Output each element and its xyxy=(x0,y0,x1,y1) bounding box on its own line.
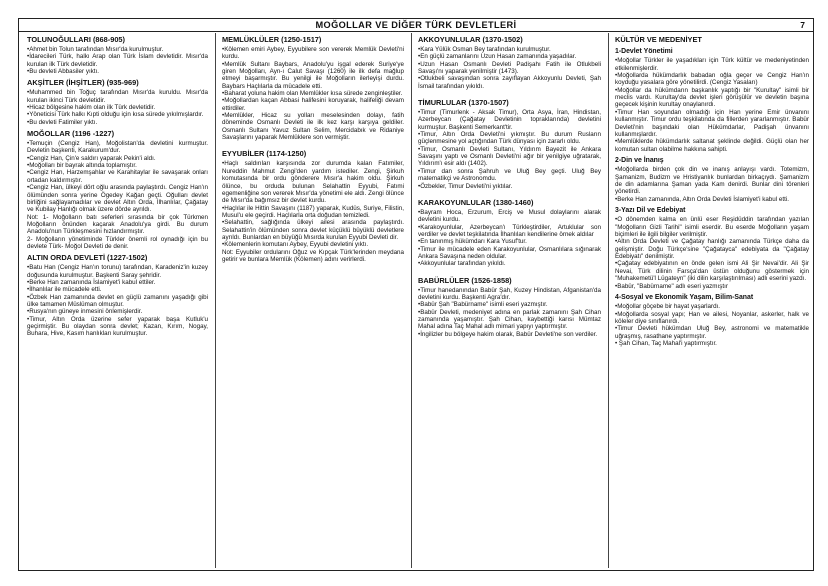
text-note: 2- Moğolların yönetiminde Türkler önemli rol oynadığı için bu devlete Türk- Moğol Devleti de denir. xyxy=(27,235,208,250)
worksheet-page xyxy=(18,18,814,571)
column-divider xyxy=(411,33,412,568)
text-paragraph: •En tanınmış hükümdarı Kara Yusuf'tur. xyxy=(418,238,527,246)
text-paragraph: •Timur, Altın Orda Devleti'ni yıkmıştır. Bu durum Rusların güçlenmesine yol açtığından Türk dünyası için zararlı oldu. xyxy=(418,131,601,146)
text-paragraph: •Kara Yülük Osman Bey tarafından kurulmuştur. xyxy=(418,46,551,53)
section-title-karakoyunlular: KARAKOYUNLULAR (1380-1460) xyxy=(418,197,534,207)
section-title-eyyubiler: EYYUBİLER (1174-1250) xyxy=(222,149,307,159)
text-paragraph: •Otlukbeli savaşından sonra zayıflayan Akkoyunlu Devleti, Şah İsmail tarafından yıkıldı. xyxy=(418,75,601,90)
text-paragraph: •Hicaz bölgesine hakim olan ilk Türk devletidir. xyxy=(27,104,156,112)
text-paragraph: •Moğollarda sosyal yapı; Han ve ailesi, Noyanlar, askerler, halk ve köleler diye sınıflanırdı. xyxy=(615,310,809,325)
text-paragraph: •En güçlü zamanlarını Uzun Hasan zamanında yaşadılar. xyxy=(418,53,577,61)
section-title-timurlular: TİMURLULAR (1370-1507) xyxy=(418,98,509,108)
text-paragraph: •Kölemenlerin komutanı Aybey, Eyyubi devletini yıktı. xyxy=(222,241,369,249)
subsection-title-din: 2-Din ve İnanış xyxy=(615,156,664,164)
column-4 xyxy=(611,35,813,567)
text-paragraph: •Baharat yoluna hakim olan Memlükler kısa sürede zenginleştiler. xyxy=(222,90,403,98)
text-paragraph: •Berke Han zamanında, Altın Orda Devleti İslamiyet'i kabul etti. xyxy=(615,195,789,203)
text-paragraph: •Bu devleti Fatimiler yıktı. xyxy=(27,118,98,126)
text-paragraph: •Berke Han zamanında İslamiyet'i kabul ettiler. xyxy=(27,278,156,286)
text-note: Not: Eyyubiler ordularını Oğuz ve Kıpçak Türk'lerinden meydana getirir ve bunlara Memlük (Kölemen) adını verirlerdi. xyxy=(222,248,404,263)
section-title-mogollar: MOĞOLLAR (1196 -1227) xyxy=(27,129,115,139)
text-paragraph: •Selahattin, sağlığında ülkeyi ailesi arasında paylaştırdı. Selahattin'in ölümünden sonra devlet küçüklü büyüklü devletlere ayrıldı. Bunlardan en büyüğü Mısırda kurulan Eyyubi Devleti dir. xyxy=(222,219,404,241)
text-paragraph: •Moğollarda hükümdarlık babadan oğla geçer ve Cengiz Han'ın koyduğu yasalara göre yönetilirdi. (Cengiz Yasaları) xyxy=(615,72,809,87)
text-paragraph: •Timur hanedanından Babür Şah, Kuzey Hindistan, Afganistan'da devletini kurdu. Başkenti Agra'dır. xyxy=(418,286,601,301)
text-paragraph: •Timur dan sonra Şahruh ve Uluğ Bey geçti. Uluğ Bey matematikçi ve Astronomdu. xyxy=(418,167,601,183)
text-paragraph: •Babür Şah "Babürname" isimli eseri yazmıştır. xyxy=(418,301,548,309)
text-paragraph: •Özbekler, Timur Devleti'ni yıktılar. xyxy=(418,182,513,190)
text-paragraph: •Moğollarda birden çok din ve inanış anlayışı vardı. Totemizm, Şamanizm, Budizm ve Hristiyanlık bunlardan birkaçıydı. Şamanizm de din adamlarına Şaman yada Kam denirdi. Bunlar dini törenleri yönetirdi. xyxy=(615,166,809,196)
text-paragraph: •Moğollar Türkler ile yaşadıkları için Türk kültür ve medeniyetinden etkilenmişlerdir. xyxy=(615,57,809,72)
text-paragraph: •Cengiz Han, Harzemşahlar ve Karahitaylar ile savaşarak onları ortadan kaldırmıştır. xyxy=(27,169,208,184)
text-paragraph: •Babür, "Babürname" adlı eseri yazmıştır xyxy=(615,282,728,290)
text-paragraph: •Moğollar göçebe bir hayat yaşarlardı. xyxy=(615,303,721,311)
subsection-title-yazi-dil: 3-Yazı Dil ve Edebiyat xyxy=(615,207,686,214)
text-paragraph: •Yöneticisi Türk halkı Kıpti olduğu için kısa sürede yıkılmışlardır. xyxy=(27,111,204,119)
page-number: 7 xyxy=(800,20,805,30)
text-paragraph: •Cengiz Han, Çin'e saldırı yaparak Pekin'i aldı. xyxy=(27,154,156,162)
text-paragraph: •Rusya'nın güneye inmesini önlemişlerdir. xyxy=(27,308,143,316)
text-paragraph: •Moğollar da hükümdarın başkanlık yaptığı bir "Kurultay" isimli bir meclis vardı. Kurultay'da devlet işleri görüşülür ve devletin başına geçecek kişinin kurultay onaylanırdı. xyxy=(615,86,809,109)
text-paragraph: •Timur ile mücadele eden Karakoyunlular, Osmanlılara sığınarak Ankara Savaşına neden oldular. xyxy=(418,245,601,260)
text-paragraph: •Bu devleti Abbasiler yıktı. xyxy=(27,68,100,76)
text-paragraph: •Timur Devleti hükümdarı Uluğ Bey, astronomi ve matematikle uğraşmış, rasathane yaptırmıştır. xyxy=(615,325,809,340)
text-paragraph: •Çağatay edebiyatının en önde gelen ismi Ali Şir Nevai'dir. Ali Şir Nevai, Türk dilinin Farsça'dan üstün olduğunu göstermek için "Muhakemetü'l Lügateyn" (iki dilin karşılaştırılması) adlı eserini yazdı. xyxy=(615,260,809,283)
section-title-tolunogullari: TOLUNOĞULLARI (868-905) xyxy=(27,35,126,44)
text-note: Not: 1- Moğolların batı seferleri sırasında bir çok Türkmen Moğolların önünden kaçarak Anadolu'ya girdi. Bu durum Anadolu'nun Türkleşmesini hızlandırmıştır. xyxy=(27,213,208,236)
column-1 xyxy=(23,35,212,567)
text-paragraph: • Şah Cihan, Taç Mahal'i yaptırmıştır. xyxy=(615,339,717,347)
text-paragraph: •Timur, Altın Orda üzerine sefer yaparak başa Kutluk'u geçirmiştir. Bu olaydan sonra devlet; Kazan, Kırım, Nogay, Buhara, Hive, Kasım hanlıkları kurulmuştur. xyxy=(27,315,208,338)
text-paragraph: •Moğolları bir bayrak altında toplamıştır. xyxy=(27,162,137,170)
column-divider xyxy=(608,33,609,568)
text-paragraph: •Cengiz Han, ülkeyi dört oğlu arasında paylaştırdı. Cengiz Han'ın ölümünden sonra yerine Ögedey Kağan geçti. Oğulları devlet birliğini sağlayamadılar ve devlet Altın Orda, İlhanlılar, Çağatay ve Kubilay Hanlığı olmak üzere dörde ayrıldı. xyxy=(27,184,208,214)
text-paragraph: •Ahmet bin Tolun tarafından Mısır'da kurulmuştur. xyxy=(27,46,164,53)
text-paragraph: •Moğollardan kaçan Abbasi halifesini koruyarak, halifeliği devam ettirdiler. xyxy=(222,97,404,112)
text-paragraph: •Timur, Osmanlı Devleti Sultanı, Yıldırım Bayezit ile Ankara Savaşını yaptı ve Osmanlı Devleti'ni ağır bir yenilgiye uğratarak, Yıldırım'ı esir aldı (1402). xyxy=(418,145,601,168)
text-paragraph: •Karakoyunlular, Azerbeycan'ı Türkleştirdiler, Artuklular son verdiler ve devlet teşkilatında İlhanlıları kendilerine örnek aldılar xyxy=(418,223,601,238)
text-paragraph: •Babür Devleti, medeniyet adına en parlak zamanını Şah Cihan zamanında yaşamıştır. Şah Cihan, kaybettiği karısı Mümtaz Mahal adına Taç Mahal adlı mimari yapıyı yaptırmıştır. xyxy=(418,308,601,331)
section-title-altin-orda: ALTIN ORDA DEVLETİ (1227-1502) xyxy=(27,253,148,263)
text-paragraph: •İdarecileri Türk, halkı Arap olan Türk İslam devletidir. Mısır'da kurulan ilk Türk devletidir. xyxy=(27,53,208,68)
text-paragraph: •Altın Orda Devleti ve Çağatay hanlığı zamanında Türkçe daha da gelişmiştir. Doğu Türkçe'sine "Çağatayca" edebiyata da "Çağatay Edebiyatı" denilmiştir. xyxy=(615,238,809,261)
text-paragraph: •Akkoyunlular tarafından yıkıldı. xyxy=(418,260,506,268)
section-title-kultur: KÜLTÜR VE MEDENİYET xyxy=(615,35,702,44)
text-paragraph: •Timur (Timurlenk - Aksak Timur), Orta Asya, İran, Hindistan, Azerbeycan (Çağatay Devletinin topraklarında) devletini kurmuştur. Başkenti Semerkant'tir. xyxy=(418,109,601,131)
page-header xyxy=(19,19,813,32)
text-paragraph: •Bayram Hoca, Erzurum, Erciş ve Musul dolaylarını alarak devletini kurdu. xyxy=(418,208,601,224)
subsection-title-devlet-yonetimi: 1-Devlet Yönetimi xyxy=(615,48,673,55)
page-title: MOĞOLLAR VE DİĞER TÜRK DEVLETLERİ xyxy=(315,20,517,30)
column-3 xyxy=(414,35,605,567)
text-paragraph: •Uzun Hasan Osmanlı Devleti Padişahı Fatih ile Otlukbeli Savaşı'nı yaparak yenilmiştir (1473). xyxy=(418,60,601,76)
column-divider xyxy=(215,33,216,568)
text-paragraph: •Özbek Han zamanında devlet en güçlü zamanını yaşadığı gibi ülke tamamen Müslüman olmuştur. xyxy=(27,293,208,308)
text-paragraph: •Kölemen emiri Aybey, Eyyubilere son vererek Memlük Devleti'ni kurdu. xyxy=(222,46,404,61)
subsection-title-sosyal: 4-Sosyal ve Ekonomik Yaşam, Bilim-Sanat xyxy=(615,293,754,301)
text-paragraph: •Muhammed bin Toğuç tarafından Mısır'da kuruldu. Mısır'da kurulan ikinci Türk devletidir. xyxy=(27,89,208,104)
column-2 xyxy=(218,35,408,567)
section-title-aksitler: AKŞİTLER (İHŞİTLER) (935-969) xyxy=(27,78,139,88)
text-paragraph: •Haçlılar ile Hittin Savaşını (1187) yaparak, Kudüs, Suriye, Filistin, Musul'u ele geçirdi. Haçlılarla orta doğudan temizledi. xyxy=(222,204,405,219)
text-paragraph: •O dönemden kalma en ünlü eser Reşidüddin tarafından yazılan "Moğolların Gizli Tarihi" isimli eserdir. Bu eserde Moğolların yaşam biçimleri ile ilgili bilgiler verilmiştir. xyxy=(615,216,809,239)
section-title-memlukluler: MEMLÜKLÜLER (1250-1517) xyxy=(222,35,322,44)
text-paragraph: •Haçlı saldırıları karşısında zor durumda kalan Fatımiler, Nureddin Mahmut Zengi'den yardım istediler. Zengi, Şirkuh komutasında bir ordu gönderere Mısır'a hakim oldu. Şirkuh ölünce, bu orduda bulunan Selahattin Eyyubi, Fatımi egemenliğine son vererek Mısır'da yönetimi ele aldı. Zengi ölünce de Mısır'da bağımsız bir devlet kurdu. xyxy=(222,160,404,205)
section-title-baburluler: BABÜRLÜLER (1526-1858) xyxy=(418,275,512,285)
section-title-akkoyunlular: AKKOYUNLULAR (1370-1502) xyxy=(418,35,523,44)
text-paragraph: •Timur Han soyundan olmadığı için Han yerine Emir ünvanını kullanmıştır. Timur ordu teşkilatında da fillerden yararlanmıştır. Babür Devleti'nin başındaki olan Hükümdarlar, Padişah ünvanını kullanmışlardır. xyxy=(615,108,809,138)
text-paragraph: •Memlük Sultanı Baybars, Anadolu'yu işgal ederek Suriye'ye giren Moğolları, Ayn-ı Calut Savaşı (1260) ile ilk defa mağlup etmeyi başarmıştır. Bu yenilgi ile Moğolların ilerleyişi durdu. Baybars Haçlılarla da mücadele etti. xyxy=(222,60,404,90)
text-paragraph: •Memlükler, Hicaz su yolları meselesinden dolayı, fatih döneminde Osmanlı Devleti ile ilk kez karşı karşıya geldiler. Osmanlı Sultanı Yavuz Sultan Selim, Mercidabık ve Ridaniye Savaşlarını yaparak Memlüklere son vermiştir. xyxy=(222,112,404,142)
text-paragraph: •Temuçin (Cengiz Han), Moğolistan'da devletini kurmuştur. Devletin başkenti, Karakurum'dur. xyxy=(27,140,208,155)
text-paragraph: •Batu Han (Cengiz Han'ın torunu) tarafından, Karadeniz'in kuzey doğusunda kurulmuştur. Başkenti Saray şehridir. xyxy=(27,264,208,279)
text-paragraph: •İlhanlılar ile mücadele etti. xyxy=(27,286,102,294)
text-paragraph: •İngilizler bu bölgeye hakim olarak, Babür Devleti'ne son verdiler. xyxy=(418,330,598,338)
text-paragraph: •Memlüklerde hükümdarlık saltanat şeklinde değildi. Güçlü olan her komutan sultan olabilme hakkına sahipti. xyxy=(615,138,809,153)
